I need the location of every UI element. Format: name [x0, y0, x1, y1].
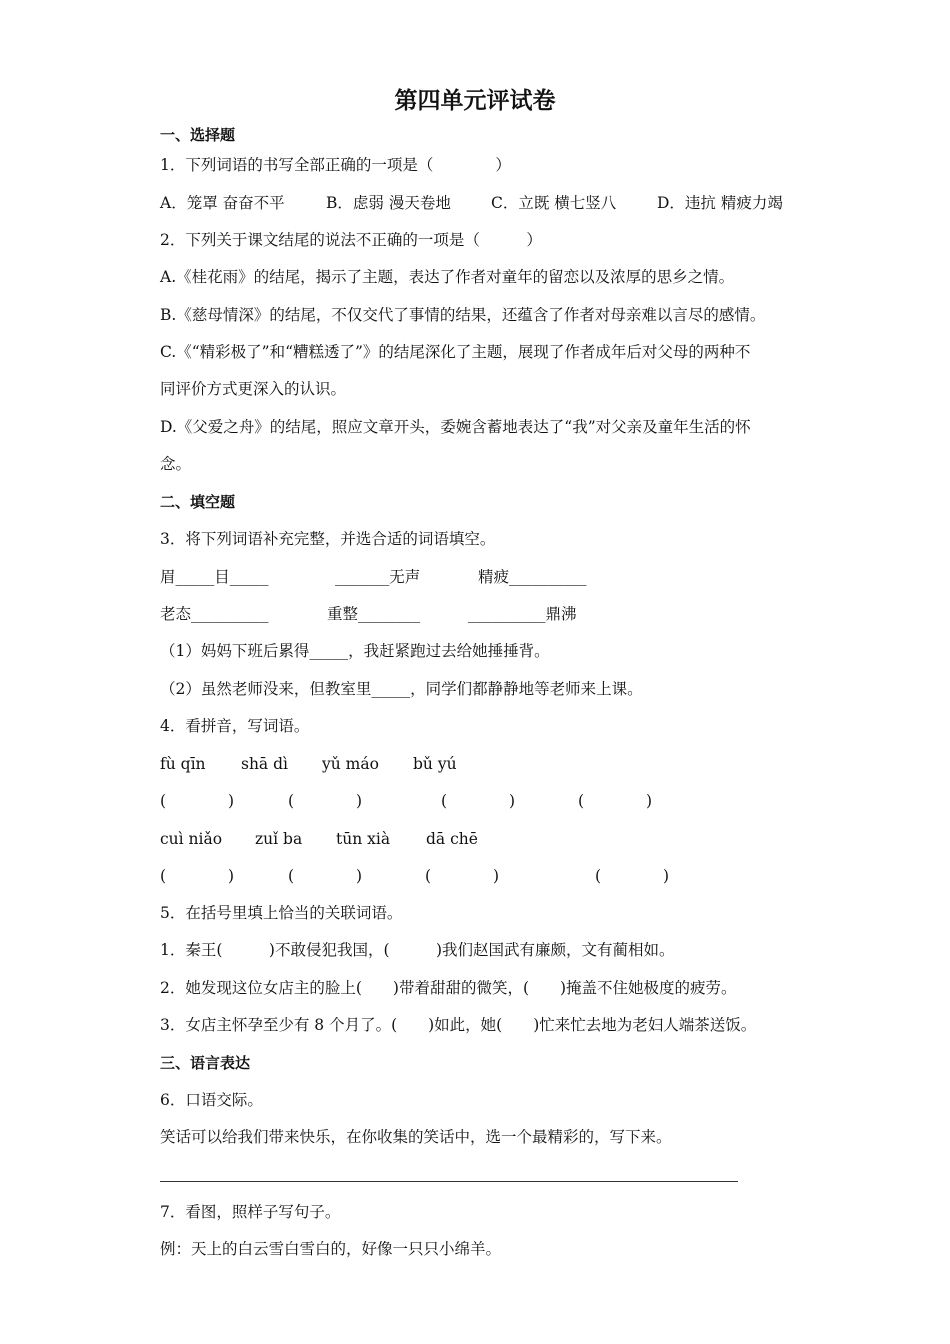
question-3-word-6: __________鼎沸	[468, 605, 577, 623]
question-2-option-b: B.《慈母情深》的结尾，不仅交代了事情的结果，还蕴含了作者对母亲难以言尽的感情。	[160, 306, 766, 324]
pinyin-3: yǔ máo	[322, 755, 379, 773]
pinyin-8: dā chē	[426, 830, 478, 848]
question-6-stem: 6．口语交际。	[160, 1091, 263, 1109]
answer-paren: ( )	[595, 867, 670, 885]
question-7-stem: 7．看图，照样子写句子。	[160, 1203, 341, 1221]
question-6-text: 笑话可以给我们带来快乐，在你收集的笑话中，选一个最精彩的，写下来。	[160, 1128, 672, 1146]
question-3-sentence-2: （2）虽然老师没来，但教室里_____，同学们都静静地等老师来上课。	[160, 680, 643, 698]
question-2-option-d-line2: 念。	[160, 455, 192, 473]
answer-paren: ( )	[160, 867, 235, 885]
page-title: 第四单元评试卷	[394, 88, 556, 114]
section-heading-expression: 三、语言表达	[160, 1054, 251, 1072]
question-4-stem: 4．看拼音，写词语。	[160, 717, 310, 735]
question-3-word-1: 眉_____目_____	[160, 568, 269, 586]
question-3-word-4: 老态__________	[160, 605, 269, 623]
answer-line	[160, 1181, 738, 1182]
question-5-sentence-1: 1．秦王( )不敢侵犯我国，( )我们赵国武有廉颇，文有蔺相如。	[160, 941, 675, 959]
question-1-option-a: A．笼罩 奋奋不平	[160, 194, 285, 212]
question-2-option-a: A.《桂花雨》的结尾，揭示了主题，表达了作者对童年的留恋以及浓厚的思乡之情。	[160, 268, 735, 286]
question-5-stem: 5．在括号里填上恰当的关联词语。	[160, 904, 403, 922]
answer-paren: ( )	[288, 867, 363, 885]
question-2-stem: 2．下列关于课文结尾的说法不正确的一项是（ ）	[160, 231, 542, 249]
question-3-word-3: 精疲__________	[478, 568, 587, 586]
answer-paren: ( )	[441, 792, 516, 810]
pinyin-1: fù qīn	[160, 755, 206, 773]
section-heading-fill: 二、填空题	[160, 493, 236, 511]
question-7-example: 例：天上的白云雪白雪白的，好像一只只小绵羊。	[160, 1240, 502, 1258]
question-5-sentence-3: 3．女店主怀孕至少有 8 个月了。( )如此，她( )忙来忙去地为老妇人端茶送饭。	[160, 1016, 757, 1034]
pinyin-7: tūn xià	[336, 830, 391, 848]
question-1-option-c: C．立既 横七竖八	[491, 194, 617, 212]
question-3-stem: 3．将下列词语补充完整，并选合适的词语填空。	[160, 530, 496, 548]
answer-paren: ( )	[578, 792, 653, 810]
question-1-option-d: D．违抗 精疲力竭	[657, 194, 783, 212]
pinyin-5: cuì niǎo	[160, 830, 223, 848]
question-1-option-b: B．虑弱 漫天卷地	[326, 194, 451, 212]
question-2-option-d-line1: D.《父爱之舟》的结尾，照应文章开头，委婉含蓄地表达了“我”对父亲及童年生活的怀	[160, 418, 751, 436]
question-3-sentence-1: （1）妈妈下班后累得_____，我赶紧跑过去给她捶捶背。	[160, 642, 550, 660]
question-5-sentence-2: 2．她发现这位女店主的脸上( )带着甜甜的微笑，( )掩盖不住她极度的疲劳。	[160, 979, 737, 997]
answer-paren: ( )	[288, 792, 363, 810]
section-heading-choice: 一、选择题	[160, 126, 236, 144]
answer-paren: ( )	[425, 867, 500, 885]
question-3-word-2: _______无声	[335, 568, 421, 586]
question-1-stem: 1．下列词语的书写全部正确的一项是（ ）	[160, 156, 511, 174]
question-3-word-5: 重整________	[327, 605, 421, 623]
pinyin-6: zuǐ ba	[255, 830, 303, 848]
question-2-option-c-line2: 同评价方式更深入的认识。	[160, 380, 347, 398]
pinyin-4: bǔ yú	[413, 755, 457, 773]
pinyin-2: shā dì	[241, 755, 288, 773]
question-2-option-c-line1: C.《“精彩极了”和“糟糕透了”》的结尾深化了主题，展现了作者成年后对父母的两种不	[160, 343, 751, 361]
answer-paren: ( )	[160, 792, 235, 810]
